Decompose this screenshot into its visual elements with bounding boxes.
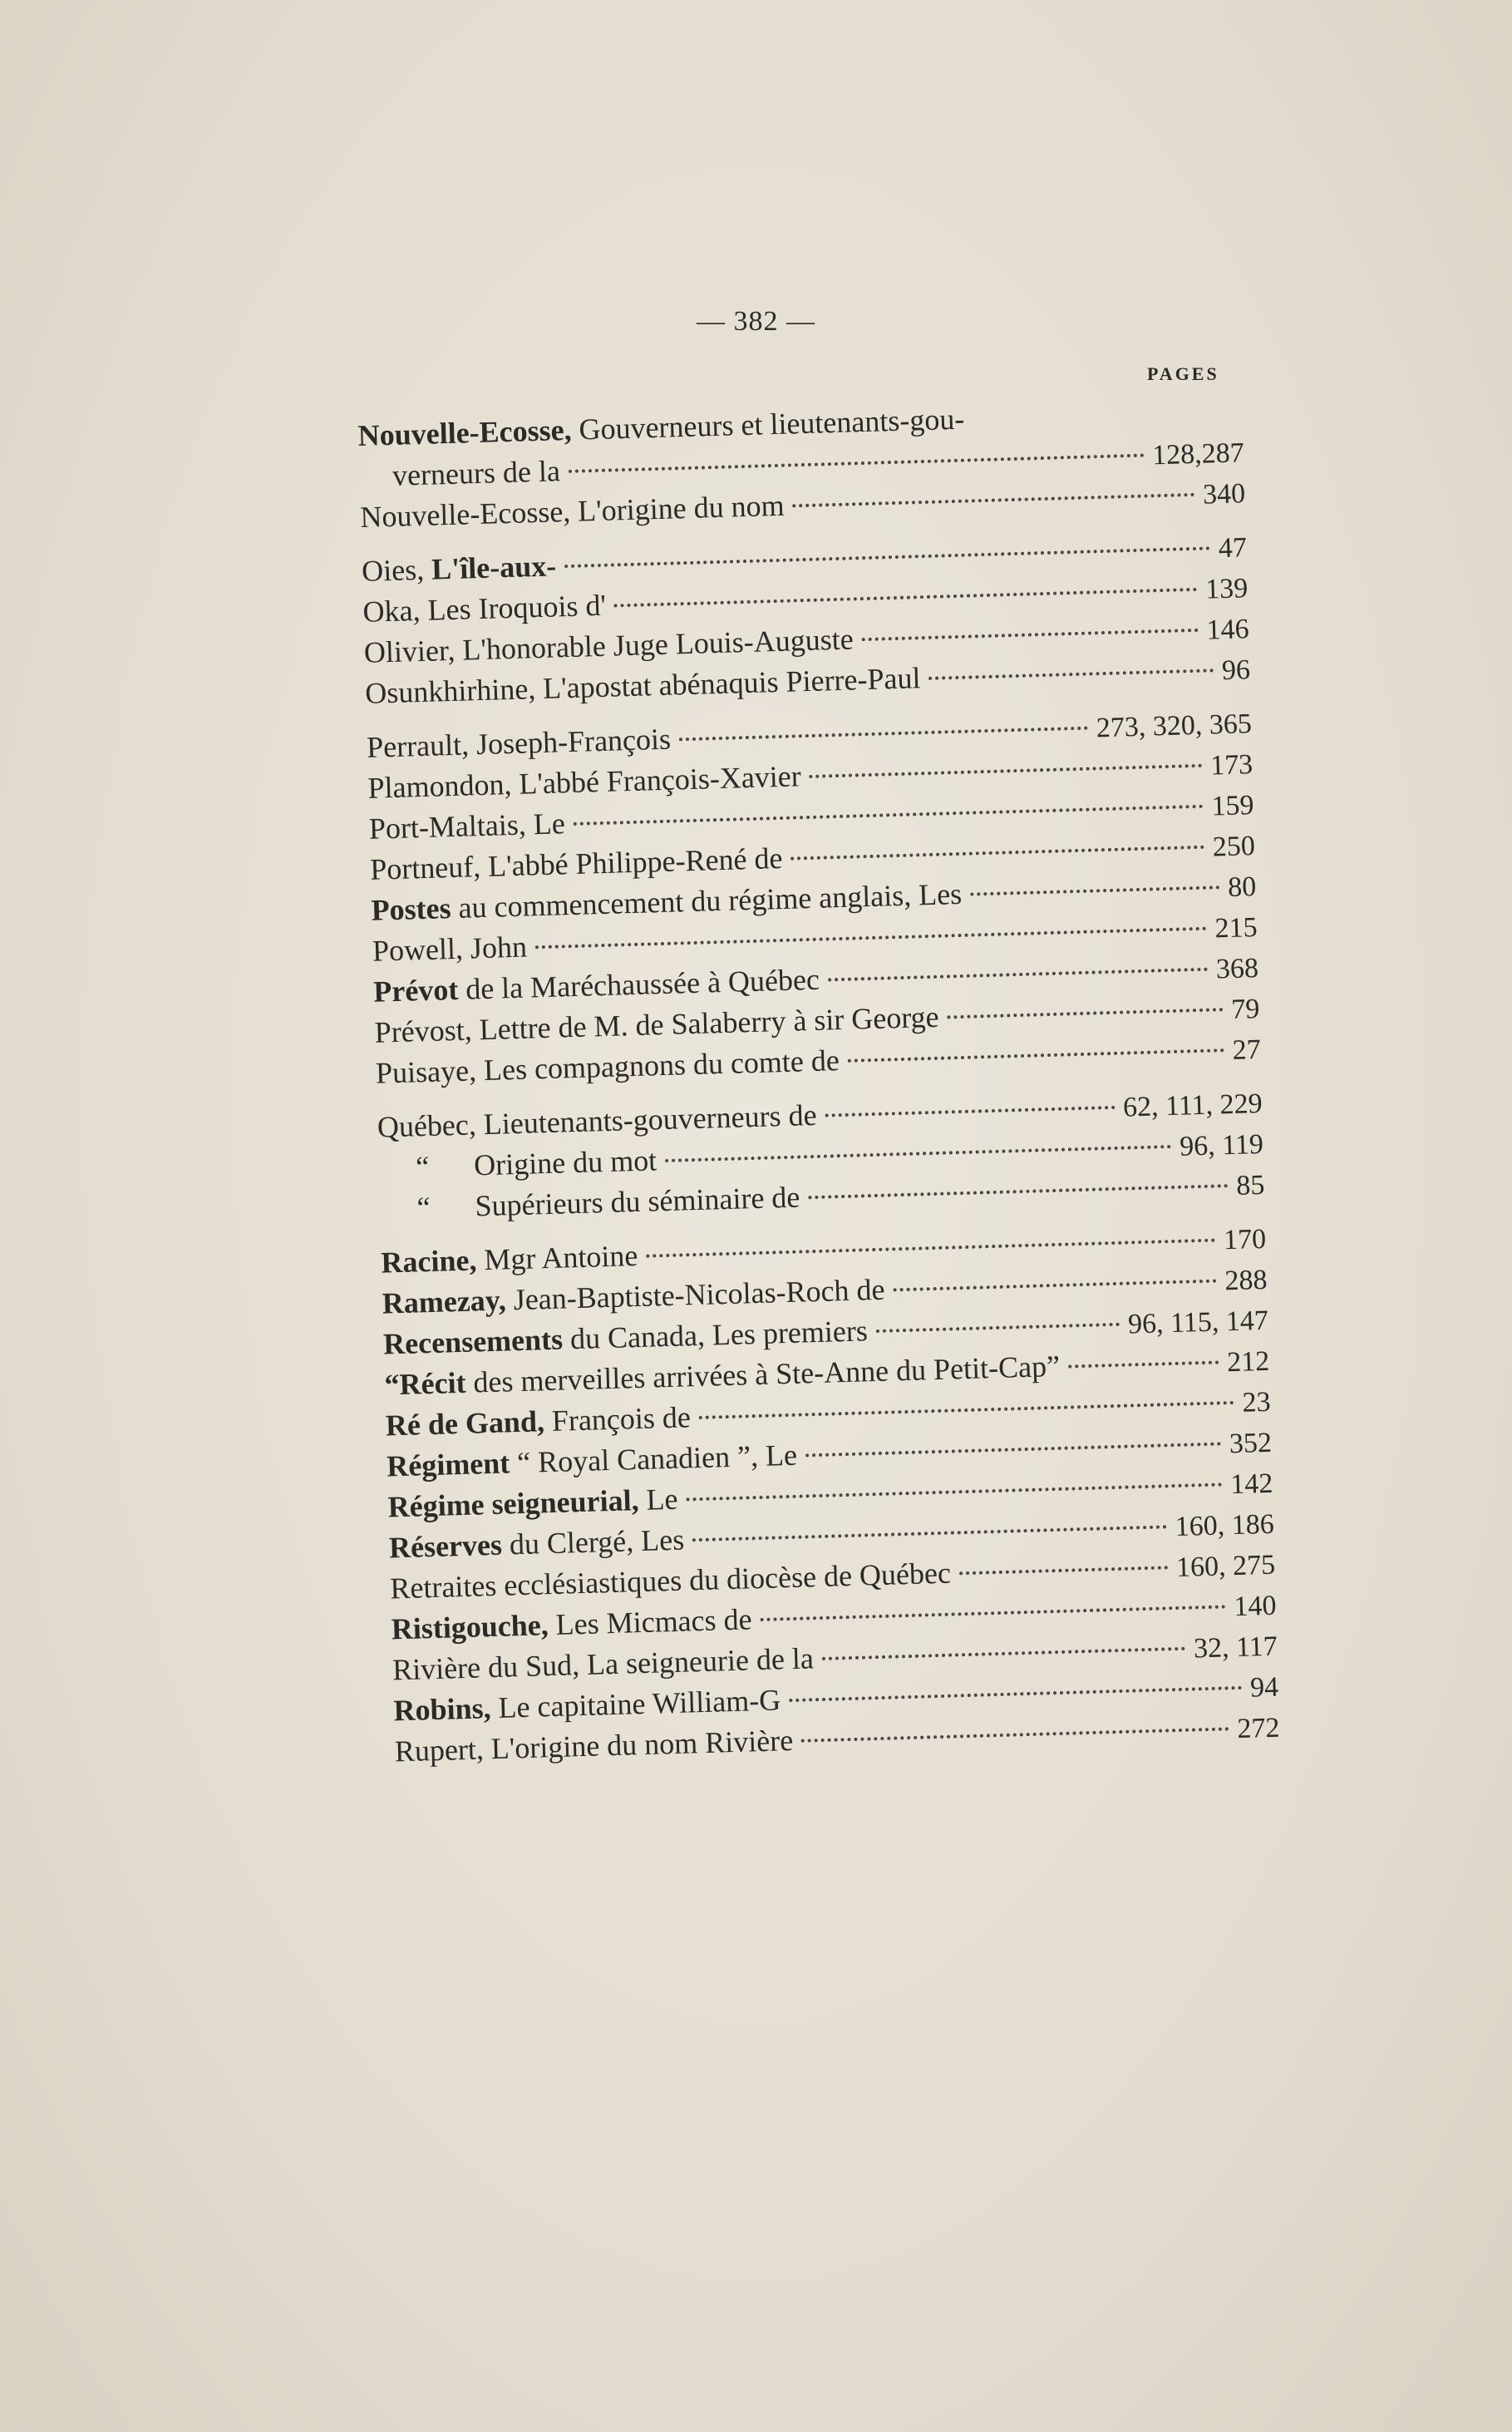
- dot-leader: [665, 1145, 1171, 1162]
- entry-pages: 288: [1224, 1264, 1268, 1297]
- dot-leader: [970, 885, 1219, 895]
- entry-pages: 32, 117: [1193, 1630, 1278, 1665]
- dot-leader: [646, 1239, 1215, 1258]
- index-list: [357, 391, 1280, 1772]
- entry-label: Ramezay, Jean-Baptiste-Nicolas-Roch de: [382, 1272, 885, 1320]
- dot-leader: [535, 927, 1207, 950]
- entry-label: Powell, John: [372, 930, 528, 968]
- entry-label: Ristigouche, Les Micmacs de: [391, 1602, 753, 1646]
- dot-leader: [801, 1727, 1229, 1742]
- entry-pages: 212: [1226, 1345, 1270, 1379]
- entry-pages: 128,287: [1151, 437, 1245, 471]
- entry-label: “ Origine du mot: [415, 1143, 657, 1184]
- entry-label: Régime seigneurial, Le: [387, 1482, 679, 1524]
- entry-pages: 146: [1206, 614, 1250, 646]
- pages-column-header: PAGES: [1147, 363, 1219, 384]
- entry-label: Nouvelle-Ecosse, L'origine du nom: [359, 488, 786, 534]
- entry-label: Québec, Lieutenants-gouverneurs de: [377, 1098, 818, 1144]
- entry-pages: 272: [1237, 1712, 1281, 1745]
- entry-label: Rupert, L'origine du nom Rivière: [394, 1723, 794, 1769]
- entry-label: Rivière du Sud, La seigneurie de la: [392, 1641, 815, 1687]
- entry-pages: 80: [1227, 871, 1257, 903]
- entry-pages: 139: [1204, 573, 1249, 605]
- dot-leader: [679, 727, 1088, 742]
- dot-leader: [848, 1048, 1224, 1063]
- dot-leader: [699, 1401, 1234, 1419]
- entry-pages: 352: [1229, 1427, 1273, 1460]
- entry-label: Régiment “ Royal Canadien ”, Le: [386, 1438, 798, 1483]
- entry-pages: 79: [1230, 993, 1260, 1025]
- entry-label: Postes au commencement du régime anglais, Les: [371, 876, 963, 927]
- entry-pages: 142: [1229, 1468, 1273, 1501]
- entry-pages: 340: [1202, 478, 1246, 511]
- entry-pages: 96, 119: [1179, 1128, 1264, 1162]
- dot-leader: [686, 1482, 1222, 1501]
- entry-label: Olivier, L'honorable Juge Louis-Auguste: [363, 622, 855, 669]
- entry-pages: 159: [1211, 790, 1255, 822]
- entry-label: Recensements du Canada, Les premiers: [382, 1314, 869, 1361]
- entry-label: Prévost, Lettre de M. de Salaberry à sir George: [374, 999, 940, 1049]
- entry-pages: 27: [1232, 1033, 1262, 1066]
- entry-pages: 173: [1209, 749, 1253, 782]
- dot-leader: [893, 1280, 1216, 1292]
- entry-label: Oka, Les Iroquois d': [362, 588, 607, 629]
- dot-leader: [564, 546, 1210, 568]
- entry-label: verneurs de la: [392, 454, 561, 492]
- dot-leader: [810, 764, 1203, 778]
- dot-leader: [692, 1525, 1167, 1542]
- dot-leader: [789, 1686, 1242, 1702]
- entry-pages: 160, 275: [1175, 1549, 1276, 1584]
- dot-leader: [828, 968, 1208, 982]
- dot-leader: [793, 493, 1195, 508]
- dot-leader: [1068, 1361, 1219, 1369]
- dot-leader: [825, 1106, 1115, 1117]
- entry-pages: 23: [1242, 1386, 1272, 1418]
- entry-label: Oies, L'île-aux-: [361, 549, 557, 588]
- entry-label: Ré de Gand, François de: [385, 1400, 692, 1443]
- entry-pages: 160, 186: [1175, 1508, 1275, 1543]
- entry-pages: 140: [1233, 1590, 1277, 1623]
- entry-pages: 47: [1218, 532, 1248, 565]
- entry-label: Racine, Mgr Antoine: [380, 1238, 638, 1280]
- dot-leader: [876, 1323, 1120, 1333]
- entry-pages: 215: [1214, 912, 1258, 945]
- dot-leader: [959, 1566, 1168, 1575]
- entry-pages: 273, 320, 365: [1096, 708, 1253, 744]
- entry-label: Nouvelle-Ecosse, Gouverneurs et lieutenants-gou-: [357, 402, 965, 452]
- entry-pages: 170: [1223, 1223, 1267, 1256]
- dot-leader: [569, 454, 1144, 473]
- dot-leader: [948, 1008, 1224, 1019]
- entry-label: Perrault, Joseph-François: [366, 722, 672, 764]
- dot-leader: [928, 668, 1214, 680]
- entry-label: Port-Maltais, Le: [368, 807, 566, 846]
- dot-leader: [790, 846, 1204, 861]
- entry-label: Réserves du Clergé, Les: [388, 1522, 685, 1565]
- entry-pages: 368: [1215, 952, 1259, 985]
- entry-label: Osunkhirhine, L'apostat abénaquis Pierre-Paul: [364, 661, 921, 710]
- dot-leader: [574, 805, 1204, 826]
- dot-leader: [808, 1184, 1228, 1199]
- dot-leader: [614, 588, 1197, 608]
- entry-label: “ Supérieurs du séminaire de: [416, 1180, 800, 1225]
- entry-pages: 250: [1212, 831, 1256, 863]
- dot-leader: [760, 1605, 1225, 1621]
- entry-pages: 96, 115, 147: [1127, 1305, 1269, 1340]
- entry-pages: 96: [1221, 654, 1251, 687]
- entry-label: “Récit des merveilles arrivées à Ste-Anne du Petit-Cap”: [383, 1349, 1061, 1402]
- dot-leader: [822, 1647, 1185, 1660]
- entry-label: Prévot de la Maréchaussée à Québec: [372, 962, 820, 1009]
- entry-label: Robins, Le capitaine William-G: [392, 1683, 781, 1728]
- entry-label: Portneuf, L'abbé Philippe-René de: [369, 841, 783, 886]
- entry-pages: 85: [1235, 1169, 1265, 1201]
- dot-leader: [862, 629, 1199, 641]
- entry-label: Plamondon, L'abbé François-Xavier: [367, 759, 802, 805]
- page-number: — 382 —: [697, 306, 815, 337]
- entry-pages: 62, 111, 229: [1122, 1088, 1263, 1123]
- dot-leader: [805, 1442, 1221, 1457]
- entry-label: Retraites ecclésiastiques du diocèse de Québec: [389, 1556, 952, 1606]
- entry-label: Puisaye, Les compagnons du comte de: [375, 1043, 840, 1090]
- entry-pages: 94: [1249, 1671, 1279, 1704]
